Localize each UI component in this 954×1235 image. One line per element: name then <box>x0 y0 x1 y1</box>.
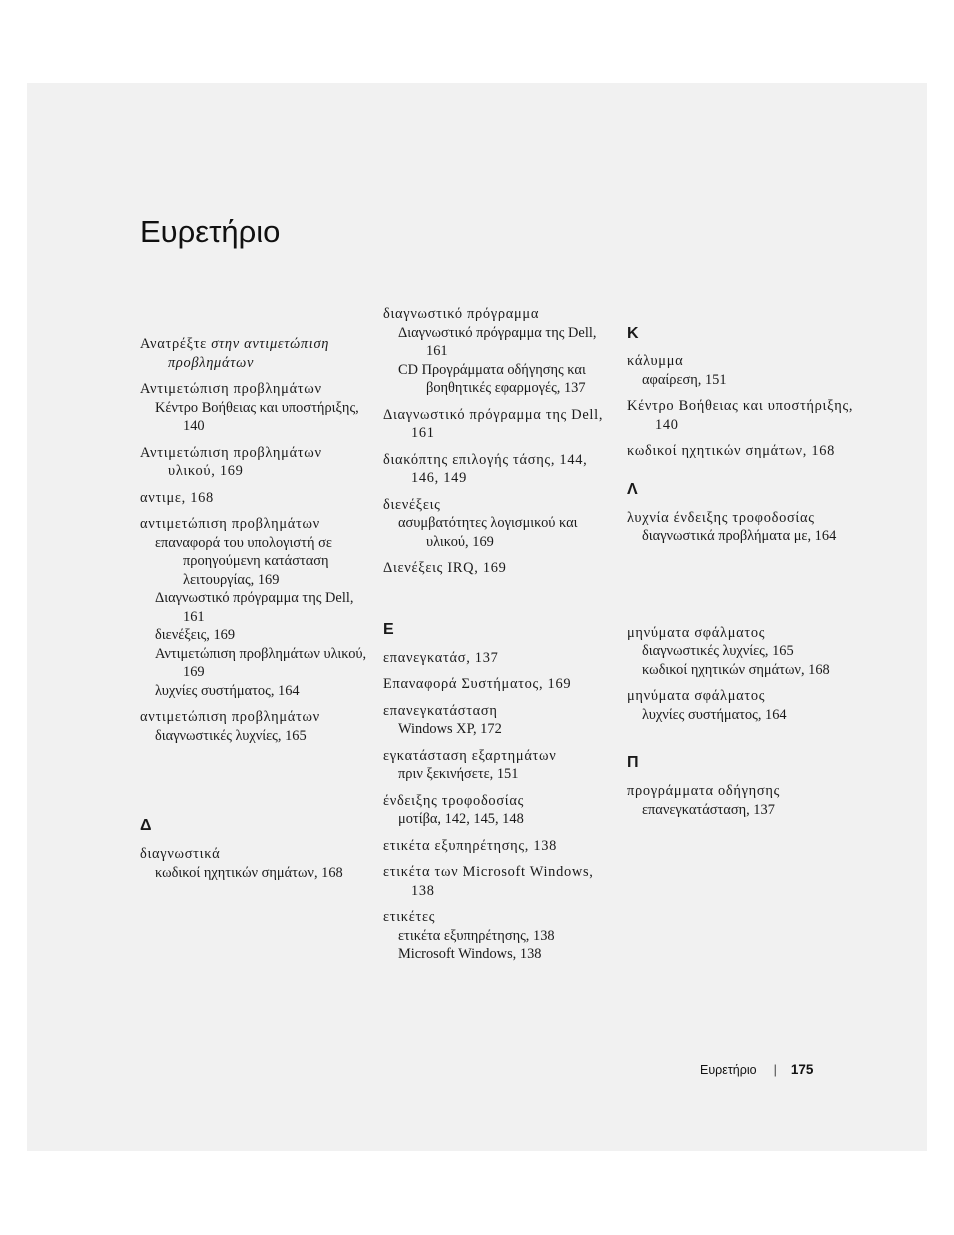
index-entry <box>383 305 613 398</box>
entry-main: ετικέτα εξυπηρέτησης, 138 <box>383 837 558 854</box>
entry-main <box>140 335 370 372</box>
page-title: Ευρετήριο <box>140 214 281 249</box>
entry-sub: ασυμβατότητες λογισμικού και υλικού, 169 <box>398 515 578 550</box>
entry-main: ένδειξης τροφοδοσίας <box>383 792 524 809</box>
entry-main: Αντιμετώπιση προβλημάτων <box>140 381 322 397</box>
index-entry <box>383 496 613 552</box>
section-letter-pi: Π <box>627 754 639 771</box>
index-entry <box>627 442 855 461</box>
entry-main: επανεγκατάσ, 137 <box>383 649 499 666</box>
entry-sub: αφαίρεση, 151 <box>642 371 727 388</box>
entry-main: ετικέτα των Microsoft Windows, 138 <box>383 864 594 899</box>
entry-sub: CD Προγράμματα οδήγησης και βοηθητικές εφαρμογές, 137 <box>398 361 586 396</box>
index-column-2 <box>383 305 613 972</box>
index-entry <box>383 792 613 829</box>
section-gap <box>627 554 855 624</box>
entry-main: διαγνωστικά <box>140 846 221 862</box>
entry-main: επανεγκατάσταση <box>383 702 498 719</box>
entry-main: κάλυμμα <box>627 353 684 369</box>
entry-sub: διαγνωστικές λυχνίες, 165 <box>642 643 794 659</box>
entry-main: κωδικοί ηχητικών σημάτων, 168 <box>627 443 836 459</box>
entry-main: διενέξεις <box>383 496 441 513</box>
entry-sub: Microsoft Windows, 138 <box>398 946 542 962</box>
index-entry <box>140 845 370 882</box>
index-entry <box>383 747 613 784</box>
page-footer <box>700 1062 813 1077</box>
entry-sub: μοτίβα, 142, 145, 148 <box>398 811 524 827</box>
cross-reference: στην αντιμετώπιση προβλημάτων <box>168 336 330 371</box>
entry-sub: Κέντρο Βοήθειας και υποστήριξης, 140 <box>155 399 359 434</box>
index-entry <box>383 863 613 900</box>
entry-sub: λυχνίες συστήματος, 164 <box>155 682 300 699</box>
entry-sub: Διαγνωστικό πρόγραμμα της Dell, 161 <box>398 324 597 359</box>
index-entry <box>627 687 855 724</box>
index-entry <box>627 624 855 680</box>
index-entry <box>383 837 613 856</box>
index-entry <box>140 489 370 508</box>
index-entry <box>383 451 613 488</box>
entry-sub: επαναφορά του υπολογιστή σε προηγούμενη κατάσταση λειτουργίας, 169 <box>155 534 332 588</box>
entry-main: μηνύματα σφάλματος <box>627 688 766 704</box>
section-letter-delta: Δ <box>140 817 152 834</box>
entry-main: Διενέξεις IRQ, 169 <box>383 560 507 576</box>
entry-sub: διαγνωστικές λυχνίες, 165 <box>155 727 307 744</box>
index-entry <box>383 702 613 739</box>
entry-sub: Windows XP, 172 <box>398 721 502 737</box>
index-entry <box>383 406 613 443</box>
entry-sub: Διαγνωστικό πρόγραμμα της Dell, 161 <box>155 590 354 625</box>
entry-sub: διενέξεις, 169 <box>155 627 236 643</box>
entry-main: λυχνία ένδειξης τροφοδοσίας <box>627 509 815 526</box>
entry-main: ετικέτες <box>383 909 436 925</box>
entry-main: Επαναφορά Συστήματος, 169 <box>383 676 572 692</box>
index-entry <box>627 352 855 389</box>
entry-sub: ετικέτα εξυπηρέτησης, 138 <box>398 927 555 944</box>
index-entry <box>140 708 370 745</box>
section-letter-lambda: Λ <box>627 480 638 498</box>
section-letter-kappa: Κ <box>627 325 639 342</box>
index-column-3 <box>627 305 855 827</box>
entry-main: διαγνωστικό πρόγραμμα <box>383 306 540 322</box>
index-entry <box>383 649 613 668</box>
entry-sub: Αντιμετώπιση προβλημάτων υλικού, 169 <box>155 645 367 680</box>
entry-main: μηνύματα σφάλματος <box>627 624 766 641</box>
footer-separator: | <box>773 1063 777 1077</box>
page-number: 175 <box>790 1062 814 1077</box>
entry-main: αντιμετώπιση προβλημάτων <box>140 516 320 532</box>
section-letter-epsilon: Ε <box>383 620 394 638</box>
index-entry <box>140 335 370 372</box>
entry-main: εγκατάσταση εξαρτημάτων <box>383 747 557 764</box>
index-column-1 <box>140 335 370 890</box>
index-entry <box>383 559 613 578</box>
index-entry <box>627 397 855 434</box>
entry-main: Διαγνωστικό πρόγραμμα της Dell, 161 <box>383 406 604 441</box>
index-entry <box>627 782 855 819</box>
entry-text: Ανατρέξτε <box>140 336 212 352</box>
entry-sub: κωδικοί ηχητικών σημάτων, 168 <box>642 661 830 678</box>
index-entry <box>140 515 370 700</box>
entry-sub: επανεγκατάσταση, 137 <box>642 801 775 818</box>
entry-main: Αντιμετώπιση προβλημάτων υλικού, 169 <box>140 444 322 479</box>
entry-sub: λυχνίες συστήματος, 164 <box>642 706 787 723</box>
entry-sub: διαγνωστικά προβλήματα με, 164 <box>642 528 837 544</box>
index-entry <box>627 509 855 546</box>
entry-main: αντιμετώπιση προβλημάτων <box>140 709 320 725</box>
entry-sub: πριν ξεκινήσετε, 151 <box>398 766 519 782</box>
index-entry <box>140 380 370 436</box>
index-entry <box>140 444 370 481</box>
footer-label: Ευρετήριο <box>700 1063 757 1077</box>
index-entry <box>383 675 613 694</box>
index-entry <box>383 908 613 964</box>
entry-main: αντιμε, 168 <box>140 489 214 506</box>
entry-main: προγράμματα οδήγησης <box>627 783 780 799</box>
entry-main: διακόπτης επιλογής τάσης, 144, 146, 149 <box>383 451 588 486</box>
entry-sub: κωδικοί ηχητικών σημάτων, 168 <box>155 864 343 881</box>
entry-main: Κέντρο Βοήθειας και υποστήριξης, 140 <box>627 398 854 433</box>
